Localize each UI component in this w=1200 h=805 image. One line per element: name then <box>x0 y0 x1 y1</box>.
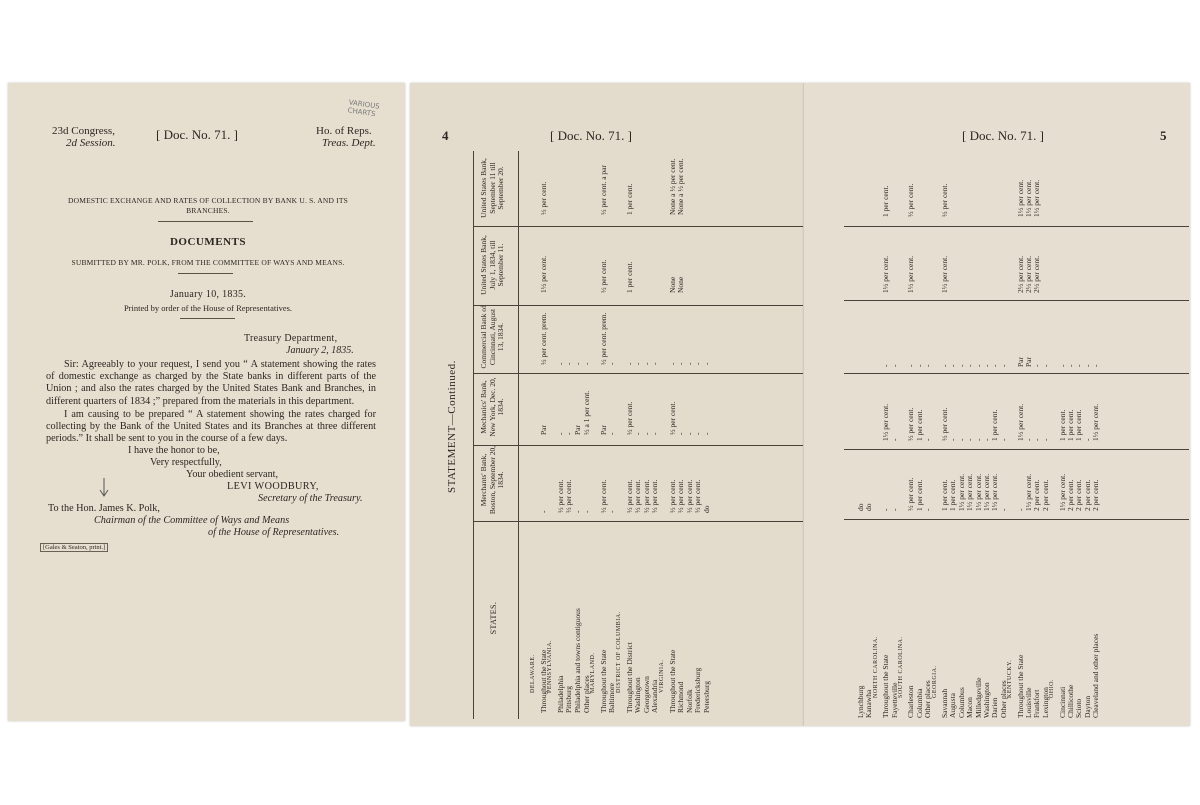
rate-cell: - <box>684 432 694 435</box>
rate-cell: 1 per cent. <box>914 409 924 441</box>
rate-cell: 1½ per cent. <box>881 255 891 293</box>
rate-cell: - <box>1040 364 1050 367</box>
title-rule <box>158 221 253 222</box>
rate-cell: - <box>990 364 1000 367</box>
rate-cell: 1 per cent. <box>1057 409 1067 441</box>
state-heading: DISTRICT OF COLUMBIA. <box>616 611 622 693</box>
submitted-rule <box>178 273 233 274</box>
rate-cell: 2 per cent. <box>1032 479 1042 511</box>
state-heading: KENTUCKY. <box>1007 659 1014 698</box>
document-title: DOMESTIC EXCHANGE AND RATES OF COLLECTION BY BANK U. S. AND ITS BRANCHES. <box>67 196 349 215</box>
place-name: Chillicothe <box>1066 684 1075 718</box>
rate-cell: ½ per cent. <box>641 479 651 513</box>
letter-paragraph-1: Sir: Agreeably to your request, I send you “ A statement showing the rates of domestic exchange as charged by the State banks in different parts of the Union ; and also the rates charged by the United States Bank and Branches, in different quarters of 1834 ;” prepared from the materials in this department. <box>46 359 376 407</box>
rate-cell: - <box>906 364 916 367</box>
addressee-line-3: of the House of Representatives. <box>208 527 340 538</box>
printer-credit: [Gales & Seaton, print.] <box>40 543 108 552</box>
rate-cell: - <box>633 362 643 365</box>
date-rule <box>180 318 235 319</box>
rate-cell: - <box>555 362 565 365</box>
place-name: Dayton <box>1082 695 1092 718</box>
place-name: Other places <box>581 675 591 713</box>
col-header-states: STATES. <box>489 601 498 635</box>
col-divider <box>844 449 1189 450</box>
rate-cell: 2½ per cent. <box>1024 255 1033 293</box>
closing-line-2: Very respectfully, <box>150 457 222 468</box>
rate-cell: 1½ per cent. <box>1015 179 1025 217</box>
rate-cell: - <box>1074 364 1084 367</box>
place-name: Other places <box>998 680 1008 718</box>
place-name: Lynchburg <box>856 685 865 718</box>
rate-cell: - <box>581 510 591 513</box>
rate-cell: - <box>889 508 899 511</box>
place-name: Georgetown <box>641 676 651 713</box>
rate-cell: - <box>624 362 634 365</box>
place-name: Scioto <box>1074 698 1084 718</box>
state-heading: OHIO. <box>1049 679 1056 698</box>
rate-cell: 2 per cent. <box>1066 479 1075 511</box>
rate-cell: - <box>948 364 958 367</box>
rate-cell: None <box>667 276 677 293</box>
rate-cell: 1 per cent. <box>881 185 891 217</box>
place-name: Philadelphia <box>555 675 565 713</box>
rate-cell: - <box>889 438 899 441</box>
rate-cell: - <box>940 364 949 367</box>
rate-cell: - <box>998 508 1008 511</box>
place-name: Throughout the State <box>1015 654 1025 718</box>
rate-cell: ½ per cent. <box>676 479 686 513</box>
rate-cell: 1½ per cent. <box>1032 179 1042 217</box>
place-name: Richmond <box>676 681 686 713</box>
right-page <box>804 83 1190 726</box>
state-heading: MARYLAND. <box>590 652 597 693</box>
col-divider <box>473 521 803 522</box>
treasury-dept: Treasury Department, <box>244 333 338 344</box>
signer-name: LEVI WOODBURY, <box>227 481 319 492</box>
rate-cell: None a ½ per cent. <box>667 158 677 215</box>
col-header-usb-sept: United States Bank, September 11 till September 20. <box>479 158 505 218</box>
page-number-5: 5 <box>1160 128 1167 143</box>
letter-paragraph-2: I am causing to be prepared “ A statement showing the rates charged for collecting by the Bank of the United States and its Branches at three different periods.” It shall be sent to you in the course of a few days. <box>46 409 376 445</box>
rate-cell: - <box>881 508 891 511</box>
rate-cell: - <box>564 432 574 435</box>
place-name: Washington <box>633 677 643 713</box>
rate-cell: Par <box>1024 357 1033 367</box>
rate-cell: - <box>965 438 975 441</box>
rate-cell: - <box>564 362 574 365</box>
pencil-arrow-icon <box>98 477 110 499</box>
pencil-note: VARIOUS CHARTS <box>347 98 381 119</box>
rate-cell: 1½ per cent. <box>906 255 916 293</box>
col-header-commercial: Commercial Bank of Cincinnati, August 13, 1834. <box>479 305 505 369</box>
rate-cell: - <box>889 364 899 367</box>
rate-cell: - <box>633 432 643 435</box>
rate-cell: 1½ per cent. <box>965 473 975 511</box>
col-divider <box>473 226 803 227</box>
rate-cell: ½ per cent. <box>667 479 677 513</box>
place-name: Throughout the State <box>598 649 608 713</box>
congress-label: 23d Congress, <box>52 125 115 137</box>
rate-cell: - <box>607 432 617 435</box>
rate-cell: Par <box>573 425 582 435</box>
rate-cell: 2½ per cent. <box>1015 255 1025 293</box>
rate-cell: - <box>667 362 677 365</box>
rate-cell: ½ per cent. <box>624 401 634 435</box>
place-name: Savannah <box>940 688 949 718</box>
rate-cell: - <box>881 364 891 367</box>
place-name: Augusta <box>948 693 958 718</box>
rate-cell: 1½ per cent. <box>1091 403 1101 441</box>
doc-number-middle: [ Doc. No. 71. ] <box>550 128 632 143</box>
rate-cell: 2 per cent. <box>1040 479 1050 511</box>
dept-label: Treas. Dept. <box>322 137 376 149</box>
rate-cell: - <box>641 432 651 435</box>
table-header-border <box>518 151 519 719</box>
rate-cell: do <box>864 503 874 511</box>
rate-cell: - <box>973 438 983 441</box>
printed-order: Printed by order of the House of Representatives. <box>123 303 293 313</box>
rate-cell: 1 per cent. <box>1074 409 1084 441</box>
submitted-line: SUBMITTED BY MR. POLK, FROM THE COMMITTEE OF WAYS AND MEANS. <box>71 258 345 267</box>
rate-cell: ½ per cent. <box>624 479 634 513</box>
doc-number-right: [ Doc. No. 71. ] <box>962 128 1044 143</box>
rate-cell: - <box>1032 438 1042 441</box>
rate-cell: ½ per cent. <box>906 183 916 217</box>
addressee-line-1: To the Hon. James K. Polk, <box>48 503 160 514</box>
statement-continued-heading: STATEMENT—Continued. <box>446 360 458 493</box>
rate-cell: 1 per cent. <box>914 479 924 511</box>
place-name: Throughout the State <box>881 654 891 718</box>
rate-cell: - <box>555 432 565 435</box>
place-name: Charleston <box>906 685 916 718</box>
rate-cell: ½ per cent. <box>633 479 643 513</box>
page-number-4: 4 <box>442 128 449 143</box>
rate-cell: ½ per cent. <box>906 477 916 511</box>
col-header-merchants: Merchants' Bank, Boston, September 20, 1834. <box>479 445 505 515</box>
rate-cell: 2 per cent. <box>1082 479 1092 511</box>
place-name: Other places <box>923 680 933 718</box>
rate-cell: - <box>573 510 582 513</box>
rate-cell: None a ½ per cent. <box>676 158 686 215</box>
rate-cell: - <box>693 432 703 435</box>
place-name: Pittsburg <box>564 686 574 713</box>
place-name: Philadelphia and towns contiguous <box>573 608 582 713</box>
rate-cell: ½ per cent. <box>906 407 916 441</box>
rate-cell: 1 per cent. <box>1066 409 1075 441</box>
rate-cell: ½ per cent. <box>693 479 703 513</box>
rate-cell: - <box>982 364 991 367</box>
rate-cell: ½ per cent. <box>555 479 565 513</box>
documents-heading: DOCUMENTS <box>169 236 246 248</box>
rate-cell: 1 per cent. <box>624 183 634 215</box>
rate-cell: - <box>693 362 703 365</box>
place-name: Throughout the State <box>667 649 677 713</box>
col-divider <box>473 445 803 446</box>
place-name: Columbus <box>956 687 966 718</box>
rate-cell: 1½ per cent. <box>973 473 983 511</box>
left-page <box>8 83 405 721</box>
session-label: 2d Session. <box>66 137 116 149</box>
rate-cell: - <box>1015 508 1025 511</box>
table-left-border <box>473 151 474 719</box>
rate-cell: - <box>956 364 966 367</box>
place-name: Baltimore <box>607 683 617 713</box>
rate-cell: - <box>581 362 591 365</box>
state-heading: SOUTH CAROLINA. <box>898 636 904 698</box>
rate-cell: ½ per cent. prem. <box>598 312 608 365</box>
document-date: January 10, 1835. <box>169 289 247 300</box>
rate-cell: - <box>1082 364 1092 367</box>
place-name: Cleaveland and other places <box>1091 633 1101 718</box>
rate-cell: - <box>965 364 975 367</box>
rate-cell: ½ per cent. <box>940 183 949 217</box>
rate-cell: ½ per cent. <box>940 407 949 441</box>
rate-cell: - <box>702 432 711 435</box>
state-heading: PENNSYLVANIA. <box>547 639 554 693</box>
col-divider <box>844 373 1189 374</box>
place-name: Throughout the District <box>624 642 634 713</box>
rate-cell: None <box>676 276 686 293</box>
rate-cell: - <box>676 362 686 365</box>
place-name: Darien <box>990 697 1000 718</box>
rate-cell: - <box>684 362 694 365</box>
place-name: Kanawha <box>864 689 874 718</box>
rate-cell: - <box>538 510 548 513</box>
place-name: Fredericksburg <box>693 667 703 713</box>
rate-cell: - <box>923 508 933 511</box>
addressee-line-2: Chairman of the Committee of Ways and Means <box>94 515 290 526</box>
col-divider <box>844 300 1189 301</box>
col-divider <box>844 226 1189 227</box>
rate-cell: - <box>607 510 617 513</box>
rate-cell: - <box>914 364 924 367</box>
rate-cell: do <box>856 503 865 511</box>
rate-cell: ½ per cent. a par <box>598 165 608 215</box>
rate-cell: - <box>956 438 966 441</box>
place-name: Fayetteville <box>889 682 899 718</box>
rate-cell: - <box>923 438 933 441</box>
place-name: Norfolk <box>684 689 694 713</box>
rate-cell: ½ per cent. <box>650 479 660 513</box>
place-name: Lexington <box>1040 687 1050 718</box>
rate-cell: - <box>1040 438 1050 441</box>
doc-number: [ Doc. No. 71. ] <box>156 127 238 142</box>
rate-cell: - <box>1032 364 1042 367</box>
rate-cell: 1½ per cent. <box>1015 403 1025 441</box>
middle-page <box>410 83 804 726</box>
place-name: Alexandria <box>650 679 660 713</box>
place-name: Milledgeville <box>973 677 983 718</box>
rate-cell: 1½ per cent. <box>881 403 891 441</box>
rate-cell: - <box>998 364 1008 367</box>
rate-cell: 1½ per cent. <box>1024 179 1033 217</box>
rate-cell: 1½ per cent. <box>982 473 991 511</box>
rate-cell: - <box>1024 438 1033 441</box>
rate-cell: Par <box>538 425 548 435</box>
state-heading: GEORGIA. <box>931 665 938 698</box>
rate-cell: 1½ per cent. <box>990 473 1000 511</box>
state-heading: VIRGINIA. <box>659 659 665 693</box>
rate-cell: ½ per cent. prem. <box>538 312 548 365</box>
rate-cell: 1½ per cent. <box>956 473 966 511</box>
signer-title: Secretary of the Treasury. <box>258 493 363 504</box>
rate-cell: ½ per cent. <box>667 401 677 435</box>
rate-cell: - <box>982 438 991 441</box>
closing-line-1: I have the honor to be, <box>128 445 220 456</box>
rate-cell: - <box>573 362 582 365</box>
rate-cell: 1½ per cent. <box>538 255 548 293</box>
place-name: Cincinnati <box>1057 686 1067 718</box>
rate-cell: - <box>948 438 958 441</box>
rate-cell: Par <box>1015 357 1025 367</box>
rate-cell: 1 per cent. <box>990 409 1000 441</box>
col-header-mechanics: Mechanics' Bank, New York, Dec. 20, 1834. <box>479 377 505 437</box>
rate-cell: 1 per cent. <box>948 479 958 511</box>
place-name: Throughout the State <box>538 649 548 713</box>
house-label: Ho. of Reps. <box>316 125 372 137</box>
place-name: Columbia <box>914 688 924 718</box>
place-name: Frankfort <box>1032 689 1042 718</box>
col-divider <box>473 373 803 374</box>
rate-cell: - <box>923 364 933 367</box>
rate-cell: 2 per cent. <box>1091 479 1101 511</box>
rate-cell: - <box>1091 364 1101 367</box>
closing-line-3: Your obedient servant, <box>186 469 279 480</box>
rate-cell: - <box>650 432 660 435</box>
rate-cell: - <box>676 432 686 435</box>
rate-cell: do <box>702 505 711 513</box>
treasury-date: January 2, 1835. <box>286 345 354 356</box>
rate-cell: 2½ per cent. <box>1032 255 1042 293</box>
place-name: Louisville <box>1024 687 1033 718</box>
place-name: Petersburg <box>702 681 711 713</box>
rate-cell: - <box>1082 438 1092 441</box>
state-heading: NORTH CAROLINA. <box>872 636 879 698</box>
rate-cell: ½ per cent. <box>684 479 694 513</box>
rate-cell: - <box>1066 364 1075 367</box>
rate-cell: ½ a 1 per cent. <box>581 390 591 435</box>
rate-cell: 1½ per cent. <box>1024 473 1033 511</box>
rate-cell: - <box>641 362 651 365</box>
rate-cell: Par <box>598 425 608 435</box>
state-heading: DELAWARE. <box>530 654 536 693</box>
rate-cell: - <box>607 362 617 365</box>
rate-cell: 1 per cent. <box>624 261 634 293</box>
rate-cell: ½ per cent. <box>598 479 608 513</box>
place-name: Washington <box>982 682 991 718</box>
rate-cell: 1½ per cent. <box>940 255 949 293</box>
rate-cell: - <box>998 438 1008 441</box>
rate-cell: - <box>973 364 983 367</box>
rate-cell: - <box>1057 364 1067 367</box>
col-divider <box>844 519 1189 520</box>
rate-cell: - <box>702 362 711 365</box>
rate-cell: ½ per cent. <box>564 479 574 513</box>
place-name: Macon <box>965 697 975 718</box>
rate-cell: ½ per cent. <box>538 181 548 215</box>
rate-cell: - <box>650 362 660 365</box>
rate-cell: 1½ per cent. <box>1057 473 1067 511</box>
col-divider <box>473 305 803 306</box>
col-header-usb-july: United States Bank, July 1, 1834, till September 11. <box>479 235 505 295</box>
rate-cell: 2 per cent. <box>1074 479 1084 511</box>
rate-cell: ½ per cent. <box>598 259 608 293</box>
rate-cell: 1 per cent. <box>940 479 949 511</box>
